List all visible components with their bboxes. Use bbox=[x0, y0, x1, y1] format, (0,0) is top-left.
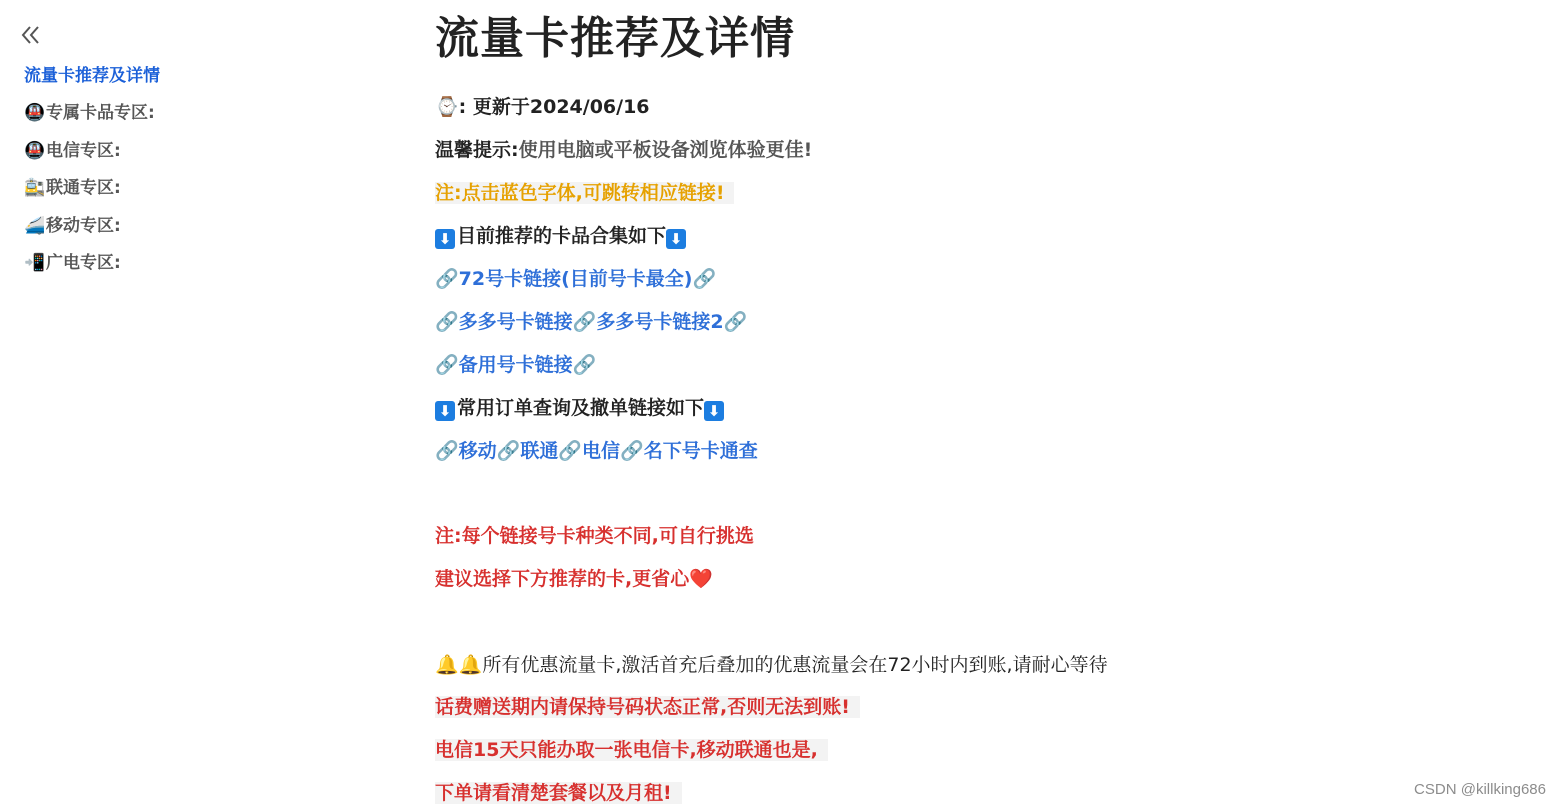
warn-text-3: 下单请看清楚套餐以及月租! bbox=[435, 782, 682, 804]
toc-item-broadcast[interactable] bbox=[24, 248, 121, 273]
link-icon: 🔗 bbox=[435, 354, 459, 376]
link-icon: 🔗 bbox=[496, 440, 521, 462]
section-query-text: 常用订单查询及撤单链接如下 bbox=[457, 397, 705, 419]
toc-item-unicom[interactable] bbox=[24, 173, 121, 198]
toc-item-telecom[interactable] bbox=[24, 136, 121, 161]
warn-line-2 bbox=[435, 736, 828, 764]
toc-item-exclusive[interactable] bbox=[24, 98, 155, 123]
link-query-mobile[interactable]: 移动 bbox=[458, 440, 497, 462]
metro-icon: 🚇 bbox=[24, 141, 46, 161]
warn-line-1 bbox=[435, 693, 860, 721]
metro-icon: 🚇 bbox=[24, 103, 46, 123]
link-duoduo[interactable]: 多多号卡链接 bbox=[458, 311, 573, 333]
link-icon: 🔗 bbox=[435, 268, 459, 290]
note-red-2: 建议选择下方推荐的卡,更省心 bbox=[435, 568, 690, 590]
section-recommended bbox=[435, 222, 688, 250]
tip-text: 使用电脑或平板设备浏览体验更佳! bbox=[518, 139, 813, 161]
section-recommended-text: 目前推荐的卡品合集如下 bbox=[457, 225, 667, 247]
toc-item-title[interactable] bbox=[24, 61, 160, 86]
note-red-2-line bbox=[435, 565, 713, 593]
link-query-all[interactable]: 名下号卡通查 bbox=[643, 440, 758, 462]
link-icon: 🔗 bbox=[435, 440, 459, 462]
notice-text: 所有优惠流量卡,激活首充后叠加的优惠流量会在72小时内到账,请耐心等待 bbox=[482, 654, 1108, 676]
notice-line bbox=[435, 651, 1108, 679]
warn-line-3 bbox=[435, 779, 682, 807]
warn-text-1: 话费赠送期内请保持号码状态正常,否则无法到账! bbox=[435, 696, 860, 718]
query-links-line bbox=[435, 437, 758, 465]
link-backup[interactable]: 备用号卡链接 bbox=[458, 354, 573, 376]
bell-icon: 🔔🔔 bbox=[435, 654, 483, 676]
toc-item-label: 移动专区: bbox=[46, 216, 121, 236]
down-arrow-icon: ⬇ bbox=[704, 401, 724, 421]
phone-arrow-icon: 📲 bbox=[24, 253, 46, 273]
link-query-unicom[interactable]: 联通 bbox=[520, 440, 559, 462]
link-icon: 🔗 bbox=[692, 268, 717, 290]
toc-item-label: 专属卡品专区: bbox=[46, 103, 155, 123]
link-icon: 🔗 bbox=[435, 311, 459, 333]
page-title: 流量卡推荐及详情 bbox=[435, 13, 795, 64]
link-icon: 🔗 bbox=[723, 311, 748, 333]
section-query bbox=[435, 394, 726, 422]
toc-item-mobile[interactable] bbox=[24, 211, 121, 236]
note-blue-text: 注:点击蓝色字体,可跳转相应链接! bbox=[435, 182, 734, 204]
toc-item-label: 联通专区: bbox=[46, 178, 121, 198]
link-query-telecom[interactable]: 电信 bbox=[582, 440, 621, 462]
down-arrow-icon: ⬇ bbox=[666, 229, 686, 249]
link-icon: 🔗 bbox=[572, 354, 597, 376]
link-line-72 bbox=[435, 265, 716, 293]
link-icon: 🔗 bbox=[558, 440, 583, 462]
update-text: : 更新于2024/06/16 bbox=[458, 96, 650, 118]
tip-line bbox=[435, 136, 812, 164]
toc-item-label: 电信专区: bbox=[46, 141, 121, 161]
toc-item-label: 流量卡推荐及详情 bbox=[24, 66, 160, 86]
warn-text-2: 电信15天只能办取一张电信卡,移动联通也是, bbox=[435, 739, 828, 761]
link-icon: 🔗 bbox=[572, 311, 597, 333]
note-red-1: 注:每个链接号卡种类不同,可自行挑选 bbox=[435, 525, 754, 547]
collapse-toc-icon[interactable] bbox=[18, 22, 44, 48]
bullet-train-icon: 🚄 bbox=[24, 216, 46, 236]
toc-item-label: 广电专区: bbox=[46, 253, 121, 273]
station-icon: 🚉 bbox=[24, 178, 46, 198]
watermark: CSDN @killking686 bbox=[1414, 781, 1546, 798]
link-icon: 🔗 bbox=[620, 440, 644, 462]
down-arrow-icon: ⬇ bbox=[435, 401, 455, 421]
heart-icon: ❤️ bbox=[689, 568, 713, 590]
tip-label: 温馨提示: bbox=[435, 139, 519, 161]
watch-icon: ⌚ bbox=[435, 96, 459, 118]
link-line-duoduo bbox=[435, 308, 747, 336]
update-line bbox=[435, 93, 650, 121]
note-blue-line bbox=[435, 179, 734, 207]
link-72[interactable]: 72号卡链接(目前号卡最全) bbox=[458, 268, 693, 290]
link-line-backup bbox=[435, 351, 596, 379]
link-duoduo-2[interactable]: 多多号卡链接2 bbox=[596, 311, 724, 333]
down-arrow-icon: ⬇ bbox=[435, 229, 455, 249]
